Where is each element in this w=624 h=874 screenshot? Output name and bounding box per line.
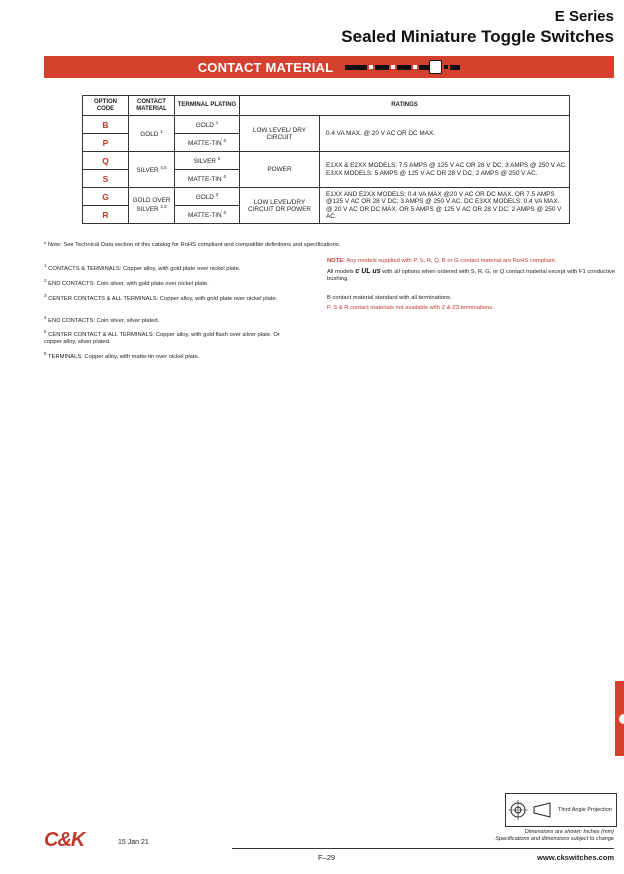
terminal-plating: MATTE-TIN $^6$ [175, 206, 240, 224]
footer-divider [232, 848, 614, 849]
option-code: B [83, 116, 129, 134]
section-side-tab [615, 681, 624, 756]
contact-material-table [82, 95, 570, 224]
option-code: R [83, 206, 129, 224]
option-code: S [83, 170, 129, 188]
terminal-plating: GOLD $^3$ [175, 188, 240, 206]
website-link[interactable]: www.ckswitches.com [537, 853, 614, 862]
footnote-2: $^2$ END CONTACTS: Coin silver, with gold plate over nickel plate. [44, 278, 209, 287]
header-terminal-plating: TERMINAL PLATING [175, 96, 240, 116]
footnote-5: $^5$ CENTER CONTACT & ALL TERMINALS: Copper alloy, with gold flash over silver plate. Or copper alloy, silver plated. [44, 329, 280, 345]
ratings-text: E1XX & E2XX MODELS: 7.5 AMPS @ 125 V AC OR 28 V DC; 3 AMPS @ 250 V AC. E3XX MODELS: 5 AMPS @ 125 V AC OR 28 V DC; 2 AMPS @ 250 V AC. [320, 152, 570, 188]
revision-date: 15 Jan 21 [118, 839, 149, 846]
option-code: P [83, 134, 129, 152]
ul-listing-note: All models c UL us with all options when ordered with S, R, G, or Q contact material except with F1 conductive bushing. [327, 268, 616, 282]
contact-material: SILVER $^{4,5}$ [129, 152, 175, 188]
header-contact-material: CONTACT MATERIAL [129, 96, 175, 116]
option-code: Q [83, 152, 129, 170]
ul-certification-icon: c UL us [355, 268, 381, 275]
b-standard-note: B contact material standard with all terminations. [327, 295, 452, 301]
rohs-compliance-note: NOTE: Any models supplied with P, S, R, Q, B or G contact material are RoHS compliant. [327, 258, 557, 264]
footnote-1: $^1$ CONTACTS & TERMINALS: Copper alloy, with gold plate over nickel plate. [44, 263, 241, 272]
banner-label: CONTACT MATERIAL [197, 59, 334, 75]
table-row [83, 152, 570, 170]
projection-label: Third Angle Projection [558, 806, 612, 813]
circuit-type: LOW LEVEL/ DRY CIRCUIT [240, 116, 320, 152]
terminal-plating: MATTE-TIN $^6$ [175, 170, 240, 188]
page-title: Sealed Miniature Toggle Switches [341, 27, 614, 46]
contact-material: GOLD $^1$ [129, 116, 175, 152]
contact-material: GOLD OVER SILVER $^{2,3}$ [129, 188, 175, 224]
ratings-text: 0.4 VA MAX. @ 20 V AC OR DC MAX. [320, 116, 570, 152]
psr-termination-note: P, S & R contact materials not available with Z & Z3 terminations. [327, 305, 494, 311]
terminal-plating: MATTE-TIN $^6$ [175, 134, 240, 152]
terminal-plating: SILVER $^5$ [175, 152, 240, 170]
rohs-note: * Note: See Technical Data section of this catalog for RoHS compliant and compatible definitions and specifications. [44, 242, 341, 248]
header-ratings: RATINGS [240, 96, 570, 116]
table-row [83, 188, 570, 206]
footnote-3: $^3$ CENTER CONTACTS & ALL TERMINALS: Copper alloy, with gold plate over nickel plate. [44, 293, 278, 302]
circuit-type: LOW LEVEL/DRY CIRCUIT OR POWER [240, 188, 320, 224]
header-option-code: OPTION CODE [83, 96, 129, 116]
circuit-type: POWER [240, 152, 320, 188]
table-row [83, 116, 570, 134]
series-title: E Series [554, 8, 614, 25]
page-number: F–29 [318, 853, 336, 862]
terminal-plating: GOLD $^1$ [175, 116, 240, 134]
footnote-6: $^6$ TERMINALS: Copper alloy, with matte-tin over nickel plate. [44, 351, 200, 360]
third-angle-projection-icon [506, 799, 552, 821]
projection-box [505, 793, 617, 827]
toggle-switch-icon [345, 60, 460, 74]
option-code: G [83, 188, 129, 206]
ratings-text: E1XX AND E2XX MODELS: 0.4 VA MAX @20 V AC OR DC MAX. OR 7.5 AMPS @125 V AC OR 28 V DC; 3 AMPS @ 250 V AC. DC E3XX MODELS: 0.4 VA MAX. @ 20 V AC OR DC MAX. OR 5 AMPS @ 125 V AC OR 28 V DC; 2 AMPS @ 250 V AC. [320, 188, 570, 224]
ck-logo: C&K [44, 829, 85, 851]
section-banner [44, 56, 614, 78]
dimensions-note: Dimensions are shown: Inches (mm) Specifications and dimensions subject to change [495, 829, 614, 842]
footnote-4: $^4$ END CONTACTS: Coin silver, silver plated. [44, 315, 160, 324]
